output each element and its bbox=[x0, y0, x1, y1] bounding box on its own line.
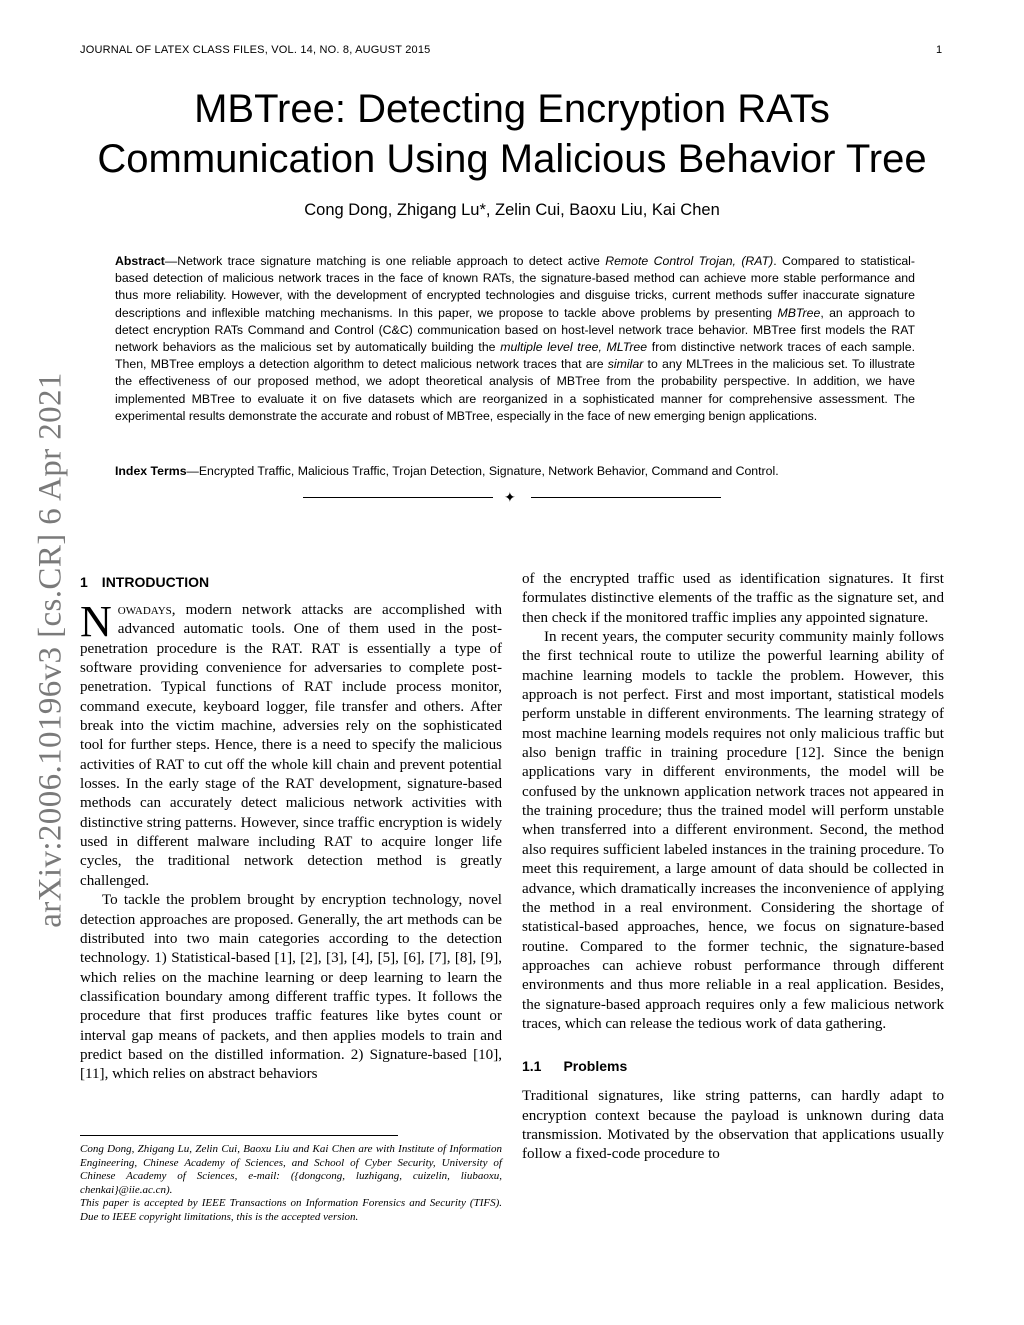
paper-title bbox=[60, 84, 964, 184]
problems-paragraph-1: Traditional signatures, like string patterns, can hardly adapt to encryption context because the payload is unknown during data transmission. Motivated by the observation that applications usually follow a fixed-code procedure to bbox=[522, 1088, 944, 1163]
intro-paragraph-1-text: , modern network attacks are accomplished with advanced automatic tools. One of them used in the post-penetration procedure is the RAT. RAT is essentially a type of software providing convenience for adversaries to complete post-penetration. Typical functions of RAT include process monitor, command execute, keyboard logger, file transfer and others. After break into the victim machine, adversies rely on the sophisticated tool for further steps. Hence, there is a need to specify the malicious activities of RAT to cut off the whole kill chain and prevent potential losses. In the early stage of the RAT development, signature-based methods can accurately detect malicious network activities with distinctive string patterns. However, since traffic encryption is widely used in different malware including RAT to acquire longer life cycles, the traditional network detection method is greatly challenged. bbox=[80, 602, 502, 889]
subsection-heading-problems bbox=[522, 1057, 944, 1075]
section-title-rest: NTRODUCTION bbox=[105, 574, 210, 590]
abstract-emphasis-rat: Remote Control Trojan, (RAT) bbox=[605, 254, 774, 268]
abstract-emphasis-mbtree: MBTree bbox=[777, 305, 821, 320]
running-head: JOURNAL OF LATEX CLASS FILES, VOL. 14, NO. 8, AUGUST 2015 bbox=[80, 44, 431, 56]
intro-lead-smallcaps: owadays bbox=[117, 602, 172, 618]
abstract-text-2: . Compared to statistical-based detection of malicious network traces in the face of known RATs, the signature-based method can achieve more stable performance and thus more reliability. However, with the development of encrypted technologies and disguise tricks, current methods suffer inaccurate signature descriptions and inflexible matching mechanisms. In this paper, we propose to tackle above problems by presenting bbox=[115, 254, 916, 320]
abstract-text-1: Network trace signature matching is one reliable approach to detect active bbox=[177, 254, 606, 268]
index-terms-dash: — bbox=[186, 464, 199, 478]
footnote-affiliation: Cong Dong, Zhigang Lu, Zelin Cui, Baoxu Liu and Kai Chen are with Institute of Information Engineering, Chinese Academy of Sciences, and School of Cyber Security, University of Chinese Academy of Sciences, e-mail: ({dongcong, luzhigang, cuizelin, liubaoxu, chenkai}@iie.ac.cn). bbox=[80, 1143, 502, 1196]
abstract-text-4: from distinctive network traces of each sample. Then, MBTree employs a detection algorithm to detect malicious network traces that are bbox=[115, 340, 916, 372]
intro-paragraph-1 bbox=[80, 597, 502, 891]
subsection-title: Problems bbox=[563, 1058, 628, 1075]
section-title-initial: I bbox=[101, 574, 106, 590]
abstract-text-3: , an approach to detect encryption RATs Command and Control (C&C) communication based on host-level network trace behavior. MBTree first models the RAT network behaviors as the malicious set by automatically building the bbox=[115, 305, 915, 355]
arxiv-identifier-stamp: arXiv:2006.10196v3 [cs.CR] 6 Apr 2021 bbox=[32, 372, 69, 928]
subsection-number: 1.1 bbox=[522, 1058, 542, 1075]
separator-rule-right bbox=[531, 497, 721, 498]
separator-rule-left bbox=[303, 497, 493, 498]
author-list: Cong Dong, Zhigang Lu*, Zelin Cui, Baoxu Liu, Kai Chen bbox=[304, 201, 720, 219]
abstract bbox=[115, 253, 915, 425]
separator-diamond-icon: ✦ bbox=[504, 489, 516, 505]
section-heading-introduction bbox=[80, 573, 502, 591]
drop-cap: N bbox=[80, 597, 112, 646]
title-line-2: Communication Using Malicious Behavior Tree bbox=[97, 137, 927, 181]
footnotes bbox=[80, 1143, 502, 1224]
left-column bbox=[80, 570, 502, 1085]
intro-paragraph-2: To tackle the problem brought by encryption technology, novel detection approaches are proposed. Generally, the art methods can be distributed into two main categories according to the detection technology. 1) Statistical-based [1], [2], [3], [4], [5], [6], [7], [8], [9], which relies on the machine learning or deep learning to learn the classification boundary among different traffic types. It follows the procedure that first produces traffic features like bytes count or interval gap means of packets, and then applies models to train and predict based on the distilled information. 2) Signature-based [10], [11], which relies on abstract behaviors bbox=[80, 892, 502, 1083]
abstract-emphasis-similar: similar bbox=[607, 357, 644, 372]
intro-paragraph-3: of the encrypted traffic used as identification signatures. It first formulates distinctive elements of the traffic as the signature set, and then check if the monitored traffic implies any appointed signature. bbox=[522, 571, 944, 626]
page-number: 1 bbox=[936, 44, 943, 56]
abstract-label: Abstract bbox=[115, 254, 165, 268]
index-terms-text: Encrypted Traffic, Malicious Traffic, Trojan Detection, Signature, Network Behavior, Command and Control. bbox=[198, 464, 779, 478]
right-column bbox=[522, 570, 944, 1165]
abstract-dash: — bbox=[164, 254, 178, 268]
section-number: 1 bbox=[80, 574, 88, 590]
abstract-emphasis-mltree: multiple level tree, MLTree bbox=[500, 340, 648, 355]
abstract-text-5: to any MLTrees in the malicious set. To illustrate the effectiveness of our proposed method, we adopt theoretical analysis of MBTree from the probability perspective. In addition, we have implemented MBTree to evaluate it on five datasets which are reorganized in a sophisticated manner for comprehensive assessment. The experimental results demonstrate the accurate and robust of MBTree, especially in the face of new emerging benign applications. bbox=[115, 357, 915, 423]
footnote-rule bbox=[80, 1135, 398, 1136]
intro-paragraph-4: In recent years, the computer security community mainly follows the first technical route to utilize the powerful learning ability of machine learning models to tackle the problem. However, this approach is not perfect. First and most important, statistical models perform unstable in different environments. The learning strategy of most machine learning models requires not only malicious traffic but also benign traffic in training procedure [12]. Since the benign applications vary in different environments, the model will be confused by the unknown application network traces not appeared in the training procedure; thus the trained model will perform unstable when transferred into a different environment. Second, the method also requires sufficient labeled instances in the training procedure. To meet this requirement, a large amount of data should be collected in advance, which dramatically increases the inconvenience of applying the method in a real environment. Considering the shortage of statistical-based approaches, hence, we focus on signature-based routine. Compared to the former technic, the signature-based approaches can achieve robust performance through different environments and thus more reliable in a real application. Besides, the signature-based approach requires only a few malicious network traces, which can release the tedious work of data gathering. bbox=[522, 629, 944, 1032]
title-line-1: MBTree: Detecting Encryption RATs bbox=[194, 87, 830, 131]
index-terms-label: Index Terms bbox=[115, 464, 187, 478]
footnote-acceptance: This paper is accepted by IEEE Transactions on Information Forensics and Security (TIFS). Due to IEEE copyright limitations, this is the accepted version. bbox=[80, 1197, 502, 1223]
index-terms bbox=[115, 463, 915, 480]
